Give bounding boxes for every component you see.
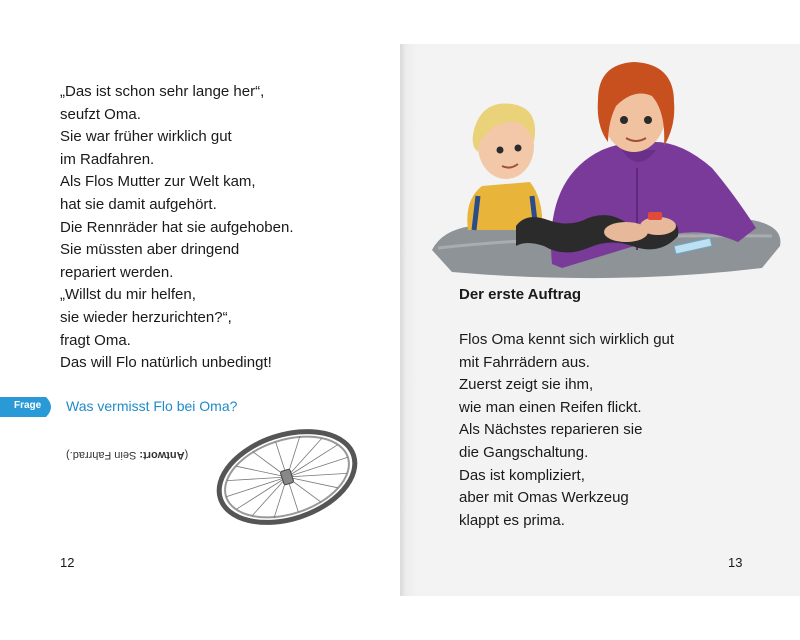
text-line: im Radfahren.: [60, 150, 155, 168]
answer-open-paren: (: [184, 449, 189, 461]
text-line: Das ist kompliziert,: [459, 466, 585, 484]
text-line: Als Flos Mutter zur Welt kam,: [60, 173, 256, 191]
text-line: seufzt Oma.: [60, 105, 141, 123]
text-line: repariert werden.: [60, 263, 174, 281]
left-page-text: [60, 81, 294, 375]
page-number-left: 12: [60, 555, 75, 570]
text-line: Das will Flo natürlich unbedingt!: [60, 354, 272, 372]
text-line: Sie müssten aber dringend: [60, 241, 240, 259]
text-line: Zuerst zeigt sie ihm,: [459, 376, 594, 394]
text-line: hat sie damit aufgehört.: [60, 195, 217, 213]
answer-text: Sein Fahrrad.: [69, 449, 140, 461]
text-line: Als Nächstes reparieren sie: [459, 421, 643, 439]
text-line: wie man einen Reifen flickt.: [459, 398, 642, 416]
text-line: Sie war früher wirklich gut: [60, 128, 232, 146]
text-line: „Das ist schon sehr lange her“,: [60, 83, 265, 100]
text-line: klappt es prima.: [459, 511, 565, 529]
text-line: sie wieder herzurichten?“,: [60, 308, 232, 326]
text-line: Die Rennräder hat sie aufgehoben.: [60, 218, 294, 236]
text-line: mit Fahrrädern aus.: [459, 353, 590, 371]
section-heading: Der erste Auftrag: [459, 286, 581, 303]
upside-down-answer: [66, 449, 188, 461]
text-line: „Willst du mir helfen,: [60, 286, 196, 304]
page-number-right: 13: [728, 555, 743, 570]
right-page-text: [459, 329, 674, 532]
answer-label: Antwort:: [139, 449, 185, 461]
text-line: die Gangschaltung.: [459, 443, 589, 461]
answer-close-paren: ): [66, 449, 70, 461]
text-line: aber mit Omas Werkzeug: [459, 489, 629, 507]
question-text: Was vermisst Flo bei Oma?: [66, 398, 238, 414]
text-line: Flos Oma kennt sich wirklich gut: [459, 331, 675, 348]
oma-and-flo-repairing-tire-illustration: [412, 50, 790, 286]
frage-label: Frage: [14, 400, 42, 411]
bicycle-wheel-illustration: [212, 422, 362, 532]
book-spread: [0, 44, 800, 596]
text-line: fragt Oma.: [60, 331, 131, 349]
